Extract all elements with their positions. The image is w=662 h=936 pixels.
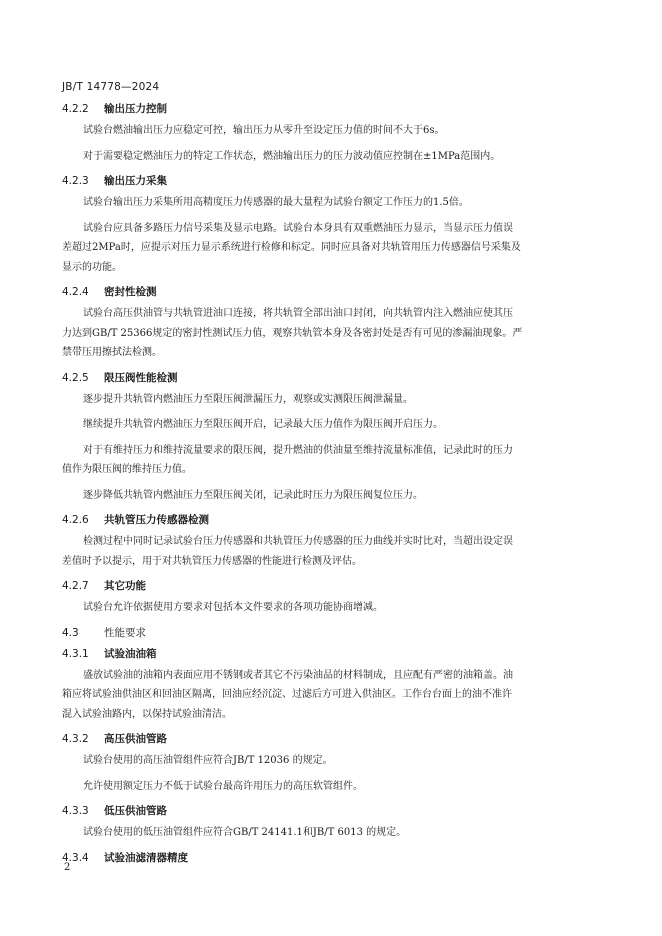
paragraph: [62, 777, 614, 797]
paragraph-line: 试验台燃油输出压力应稳定可控，输出压力从零升至设定压力值的时间不大于6s。: [83, 125, 445, 136]
section-heading: [62, 849, 614, 868]
paragraph-line: 对于有维持压力和维持流量要求的限压阀，提升燃油的供油量至维持流量标准值，记录此时的压力: [83, 444, 513, 456]
paragraph-line: 检测过程中同时记录试验台压力传感器和共轨管压力传感器的压力曲线并实时比对，当超出设定误: [83, 536, 513, 547]
paragraph-line: 箱应将试验油供油区和回油区隔离，回油应经沉淀、过滤后方可进入供油区。工作台台面上的油不准许: [62, 689, 512, 700]
section-title: 性能要求: [104, 626, 146, 639]
section-number: 4.2.5: [62, 371, 89, 384]
section-number: 4.3.2: [62, 733, 89, 745]
document-body: [62, 98, 614, 868]
paragraph: [62, 121, 614, 141]
paragraph-line: 显示的功能。: [62, 261, 122, 273]
section-title: 试验油油箱: [104, 647, 157, 660]
document-code: JB/T 14778—2024: [62, 81, 160, 93]
section-number: 4.2.3: [62, 175, 89, 187]
section-number: 4.3: [62, 626, 79, 639]
paragraph: [62, 304, 614, 363]
section-title: 共轨管压力传感器检测: [104, 514, 209, 526]
paragraph: [62, 598, 614, 618]
paragraph-line: 逐步提升共轨管内燃油压力至限压阀泄漏压力，观察或实测限压阀泄漏量。: [83, 393, 413, 405]
section-heading: [62, 511, 614, 530]
paragraph: [62, 486, 614, 506]
section-title: 限压阀性能检测: [104, 371, 178, 384]
paragraph-line: 试验台高压供油管与共轨管进油口连接，将共轨管全部出油口封闭，向共轨管内注入燃油应使其压: [83, 308, 513, 319]
section-number: 4.3.1: [62, 647, 89, 660]
section-heading: [62, 645, 614, 664]
paragraph-line: 试验台允许依据使用方要求对包括本文件要求的各项功能协商增减。: [83, 602, 383, 613]
section-title: 输出压力采集: [104, 175, 167, 187]
section-heading: [62, 369, 614, 388]
section-title: 低压供油管路: [104, 805, 167, 817]
section-number: 4.2.7: [62, 580, 89, 592]
paragraph: [62, 415, 614, 435]
section-heading: [62, 172, 614, 191]
paragraph-line: 混入试验油路内，以保持试验油清洁。: [62, 708, 232, 720]
section-heading: [62, 100, 614, 119]
paragraph-line: 试验台输出压力采集所用高精度压力传感器的最大量程为试验台额定工作压力的1.5倍。: [83, 197, 469, 208]
section-title: 输出压力控制: [104, 103, 167, 115]
paragraph-line: 继续提升共轨管内燃油压力至限压阀开启，记录最大压力值作为限压阀开启压力。: [83, 419, 443, 430]
paragraph: [62, 193, 614, 213]
paragraph: [62, 666, 614, 725]
paragraph-line: 逐步降低共轨管内燃油压力至限压阀关闭，记录此时压力为限压阀复位压力。: [83, 489, 423, 501]
page-number: 2: [64, 862, 71, 873]
paragraph: [62, 390, 614, 410]
section-title: 高压供油管路: [104, 733, 167, 745]
paragraph-line: 值作为限压阀的维持压力值。: [62, 464, 192, 475]
paragraph-line: 差超过2MPa时，应提示对压力显示系统进行检修和标定。同时应具备对共轨管用压力传感器信号采集及: [62, 242, 521, 253]
paragraph-line: 试验台使用的高压油管组件应符合JB/T 12036 的规定。: [83, 755, 333, 766]
paragraph-line: 试验台使用的低压油管组件应符合GB/T 24141.1和JB/T 6013 的规定。: [83, 827, 407, 838]
section-heading: [62, 283, 614, 302]
paragraph: [62, 823, 614, 843]
section-heading: [62, 730, 614, 749]
section-heading: [62, 802, 614, 821]
section-number: 4.2.6: [62, 514, 89, 526]
section-heading: [62, 577, 614, 596]
paragraph: [62, 532, 614, 571]
paragraph-line: 盛放试验油的油箱内表面应用不锈钢或者其它不污染油品的材料制成，且应配有严密的油箱盖。油: [83, 669, 513, 681]
section-title: 密封性检测: [104, 286, 157, 298]
section-number: 4.2.4: [62, 286, 89, 298]
paragraph: [62, 147, 614, 167]
paragraph-line: 试验台应具备多路压力信号采集及显示电路。试验台本身具有双重燃油压力显示，当显示压力值误: [83, 222, 513, 234]
paragraph-line: 对于需要稳定燃油压力的特定工作状态，燃油输出压力的压力波动值应控制在±1MPa范围内。: [83, 150, 501, 162]
section-number: 4.3.3: [62, 805, 89, 817]
paragraph: [62, 751, 614, 771]
paragraph-line: 允许使用额定压力不低于试验台最高许用压力的高压软管组件。: [83, 780, 363, 792]
paragraph-line: 禁带压用擦拭法检测。: [62, 347, 162, 358]
section-heading: [62, 624, 614, 643]
paragraph: [62, 219, 614, 278]
paragraph: [62, 441, 614, 480]
paragraph-line: 差值时予以提示，用于对共轨管压力传感器的性能进行检测及评估。: [62, 555, 362, 567]
section-number: 4.3.4: [62, 851, 89, 864]
section-title: 试验油滤清器精度: [104, 851, 188, 864]
section-title: 其它功能: [104, 580, 146, 592]
paragraph-line: 力达到GB/T 25366规定的密封性测试压力值，观察共轨管本身及各密封处是否有可见的渗漏油现象。严: [62, 327, 523, 339]
section-number: 4.2.2: [62, 103, 89, 115]
